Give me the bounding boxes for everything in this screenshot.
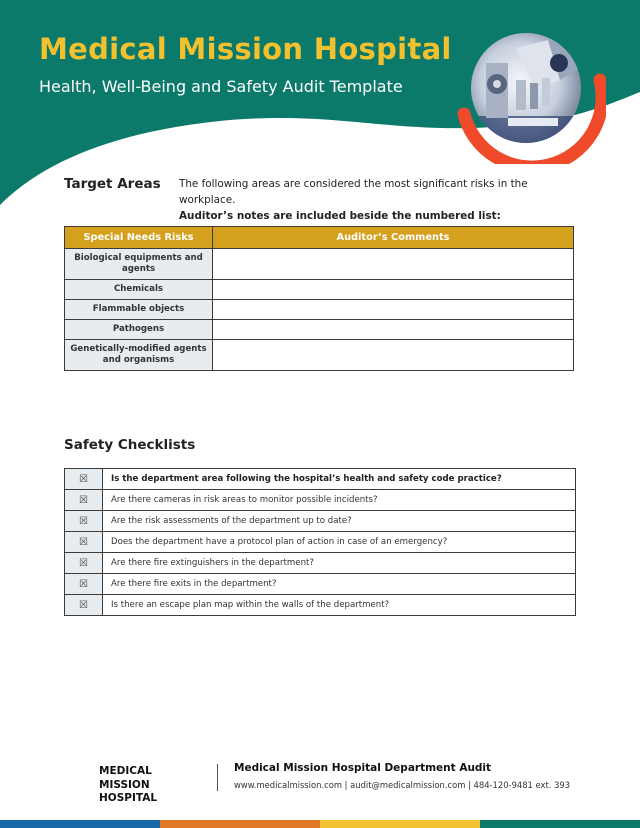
checklist-row [65, 511, 576, 532]
checklist-row [65, 574, 576, 595]
checkbox-icon[interactable]: ☒ [65, 511, 103, 532]
checkbox-icon[interactable]: ☒ [65, 532, 103, 553]
risk-cell: Flammable objects [65, 300, 213, 320]
checklist-row [65, 490, 576, 511]
checklist-row [65, 469, 576, 490]
microscope-photo [456, 28, 606, 164]
risk-cell: Biological equipments and agents [65, 249, 213, 280]
table-row [65, 249, 574, 280]
bar-segment-blue [0, 820, 160, 828]
safety-checklists-heading: Safety Checklists [64, 437, 196, 453]
checkbox-icon[interactable]: ☒ [65, 490, 103, 511]
column-header-risk: Special Needs Risks [65, 227, 213, 249]
table-row [65, 300, 574, 320]
checkbox-icon[interactable]: ☒ [65, 553, 103, 574]
checklist-row [65, 553, 576, 574]
checklist-question: Are there fire extinguishers in the department? [103, 553, 576, 574]
checklist-question: Are there fire exits in the department? [103, 574, 576, 595]
checklist-question: Does the department have a protocol plan of action in case of an emergency? [103, 532, 576, 553]
table-row [65, 340, 574, 371]
checklist-question: Are the risk assessments of the department up to date? [103, 511, 576, 532]
footer-contact: www.medicalmission.com | audit@medicalmission.com | 484-120-9481 ext. 393 [234, 780, 571, 790]
page-subtitle: Health, Well-Being and Safety Audit Template [39, 77, 403, 96]
comment-cell[interactable] [213, 340, 574, 371]
risk-table [64, 226, 574, 371]
page-title: Medical Mission Hospital [39, 32, 452, 66]
target-areas-description: The following areas are considered the most significant risks in the workplace. Auditor’s notes are included beside the numbered list: [179, 178, 528, 222]
footer-divider [217, 764, 218, 791]
bar-segment-orange [160, 820, 320, 828]
footer-title: Medical Mission Hospital Department Audit [234, 762, 492, 774]
checklist-question: Are there cameras in risk areas to monitor possible incidents? [103, 490, 576, 511]
comment-cell[interactable] [213, 300, 574, 320]
risk-cell: Pathogens [65, 320, 213, 340]
risk-cell: Genetically-modified agents and organisms [65, 340, 213, 371]
footer-org-name: MEDICAL MISSION HOSPITAL [99, 765, 158, 804]
bottom-color-bar [0, 820, 640, 828]
checkbox-icon[interactable]: ☒ [65, 574, 103, 595]
comment-cell[interactable] [213, 249, 574, 280]
checklist-question: Is there an escape plan map within the walls of the department? [103, 595, 576, 616]
risk-cell: Chemicals [65, 280, 213, 300]
table-row [65, 320, 574, 340]
bar-segment-yellow [320, 820, 480, 828]
checkbox-icon[interactable]: ☒ [65, 595, 103, 616]
target-areas-heading: Target Areas [64, 176, 161, 192]
risk-table-header [65, 227, 574, 249]
checklist-table [64, 468, 576, 616]
comment-cell[interactable] [213, 280, 574, 300]
checkbox-icon[interactable]: ☒ [65, 469, 103, 490]
table-row [65, 280, 574, 300]
checklist-row [65, 595, 576, 616]
column-header-comments: Auditor’s Comments [213, 227, 574, 249]
bar-segment-teal [480, 820, 640, 828]
comment-cell[interactable] [213, 320, 574, 340]
checklist-question: Is the department area following the hospital’s health and safety code practice? [103, 469, 576, 490]
checklist-row [65, 532, 576, 553]
